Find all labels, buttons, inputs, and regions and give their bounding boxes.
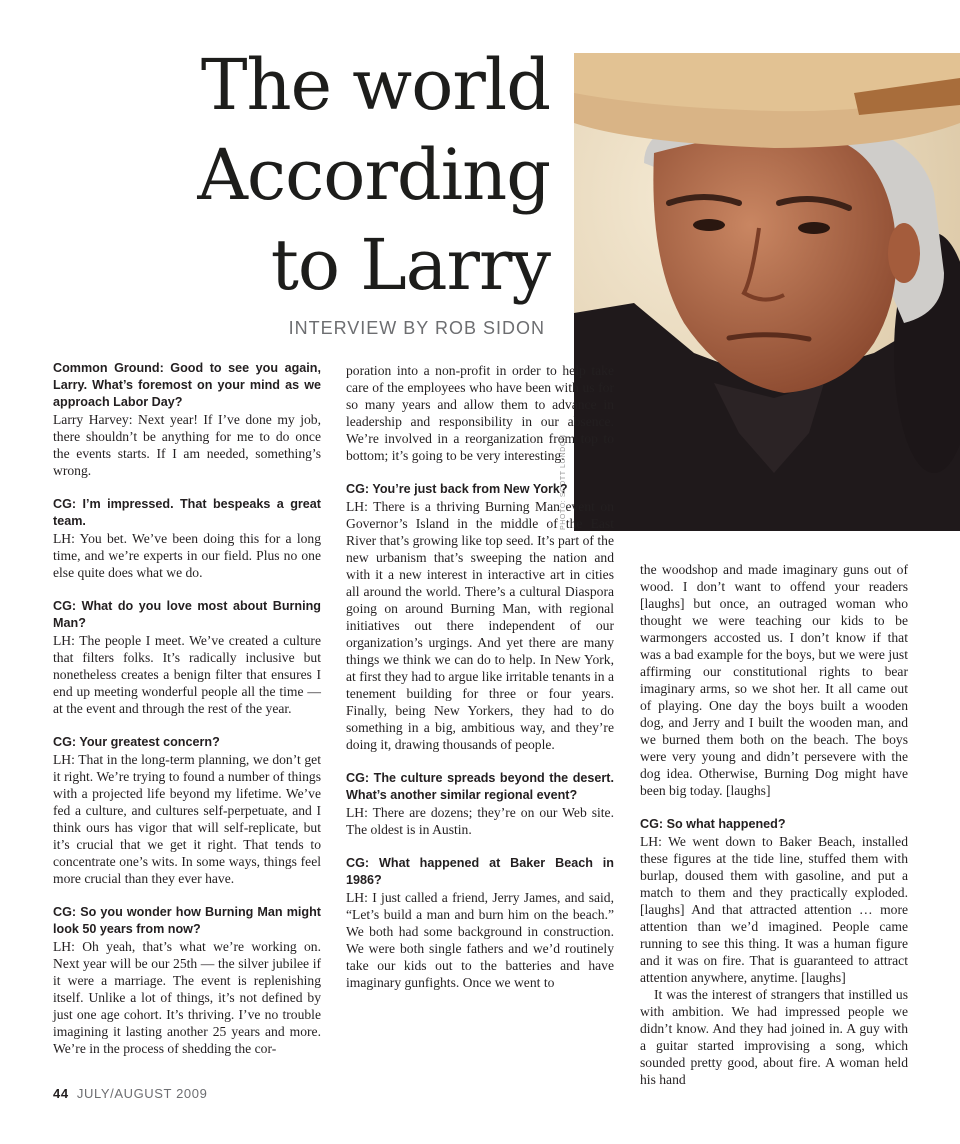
answer: LH: You bet. We’ve been doing this for a long time, and we’re experts in our field. Plus no one else quite does what we do. [53, 531, 321, 580]
answer: LH: I just called a friend, Jerry James, and said, “Let’s build a man and burn him on the beach.” We both had some background in construction. We were both single fathers and we’d routinely take our kids out to the batteries and have imaginary gunfights. Once we went to [346, 890, 614, 990]
photo-credit: PHOTO: SCOTT LONDON [560, 434, 567, 530]
byline: INTERVIEW BY ROB SIDON [288, 318, 545, 338]
page-footer [53, 1086, 207, 1101]
article-title [150, 40, 550, 310]
article-column-1 [53, 360, 321, 1057]
question: CG: What happened at Baker Beach in 1986? [346, 856, 614, 887]
answer: LH: There is a thriving Burning Man event on Governor’s Island in the middle of the East River that’s growing like top seed. It’s part of the new urbanism that’s sweeping the nation and with it a new interest in interactive art in cities all around the world. There’s a cultural Diaspora going on around Burning Man, with regional initiatives out there independent of our organization’s urgings. And yet there are many things we think we can do to help. In New York, at first they had to argue like irritable tenants in a tenement building for three or four years. Finally, being New Yorkers, they had to do something in a big, ambitious way, and they’re doing it, drawing thousands of people. [346, 499, 614, 752]
portrait-photo [574, 53, 960, 531]
question: CG: So you wonder how Burning Man might look 50 years from now? [53, 905, 321, 936]
issue-date: JULY/AUGUST 2009 [76, 1086, 208, 1101]
question: CG: Your greatest concern? [53, 735, 220, 749]
article-column-2 [346, 362, 614, 991]
right-eye [798, 222, 830, 234]
answer: LH: That in the long-term planning, we don’t get it right. We’re trying to found a number of things with a projected life beyond my lifetime. We’ve fed a culture, and cultures self-perpetuate, and I think ours has vigor that will self-replicate, but it’s crucial that we get it right. That tends to concentrate one’s wits. In some ways, things feel more crucial than they ever have. [53, 752, 321, 886]
paragraph: It was the interest of strangers that instilled us with ambition. We had impressed people we didn’t know. And they had joined in. A guy with a guitar started improvising a song, which sounded pretty good, about fire. A woman held his hand [640, 987, 908, 1087]
answer: LH: There are dozens; they’re on our Web site. The oldest is in Austin. [346, 805, 614, 837]
question: CG: What do you love most about Burning Man? [53, 599, 321, 630]
question: CG: You’re just back from New York? [346, 482, 568, 496]
question: CG: So what happened? [640, 817, 786, 831]
portrait-illustration [574, 53, 960, 531]
answer: Larry Harvey: Next year! If I’ve done my job, there shouldn’t be anything for me to do once the events starts. If I am needed, something’s wrong. [53, 412, 321, 478]
question: CG: The culture spreads beyond the desert. What’s another similar regional event? [346, 771, 614, 802]
article-column-3 [640, 561, 908, 1088]
title-line-1: The world [200, 44, 550, 126]
question: CG: I’m impressed. That bespeaks a great team. [53, 497, 321, 528]
answer: LH: Oh yeah, that’s what we’re working on. Next year will be our 25th — the silver jubilee if it were a marriage. The event is replenishing itself. Unlike a lot of things, it’s not defined by just one age cohort. It’s thriving. I’ve no trouble imagining it lasting another 25 years and more. We’re in the process of shedding the cor- [53, 939, 321, 1056]
page-number: 44 [53, 1086, 69, 1101]
question: Common Ground: Good to see you again, Larry. What’s foremost on your mind as we approach Labor Day? [53, 361, 321, 409]
paragraph: the woodshop and made imaginary guns out of wood. I don’t want to offend your readers [laughs] but once, an outraged woman who thought we were teaching our kids to be warmongers accosted us. I don’t know if that was a bad example for the boys, but we were just affirming our constitutional rights to bear imaginary arms, so we shot her. It all came out of playing. One day the boys built a wooden dog, and Jerry and I built the wooden man, and we burned them both on the beach. The boys were very young and didn’t persevere with the dog idea. Otherwise, Burning Dog might have been big today. [laughs] [640, 562, 908, 798]
ear [888, 223, 920, 283]
paragraph: poration into a non-profit in order to help take care of the employees who have been with us for so many years and allow them to advance in leadership and responsibility in our absence. We’re involved in a reorganization from top to bottom; it’s going to be very interesting. [346, 363, 614, 463]
title-line-2: According [197, 134, 550, 216]
title-line-3: to Larry [270, 224, 550, 306]
answer: LH: We went down to Baker Beach, installed these figures at the tide line, stuffed them with burlap, doused them with gasoline, and put a match to them and they practically exploded. [laughs] And that attracted attention … more attention than we’d imagined. People came running to see this thing. It was a human figure and it was on fire. That is guaranteed to attract attention anywhere, anytime. [laughs] [640, 834, 908, 985]
answer: LH: The people I meet. We’ve created a culture that filters folks. It’s radically inclusive but nonetheless creates a benign filter that ensures I end up meeting wonderful people all the time — at the event and through the rest of the year. [53, 633, 321, 716]
left-eye [693, 219, 725, 231]
